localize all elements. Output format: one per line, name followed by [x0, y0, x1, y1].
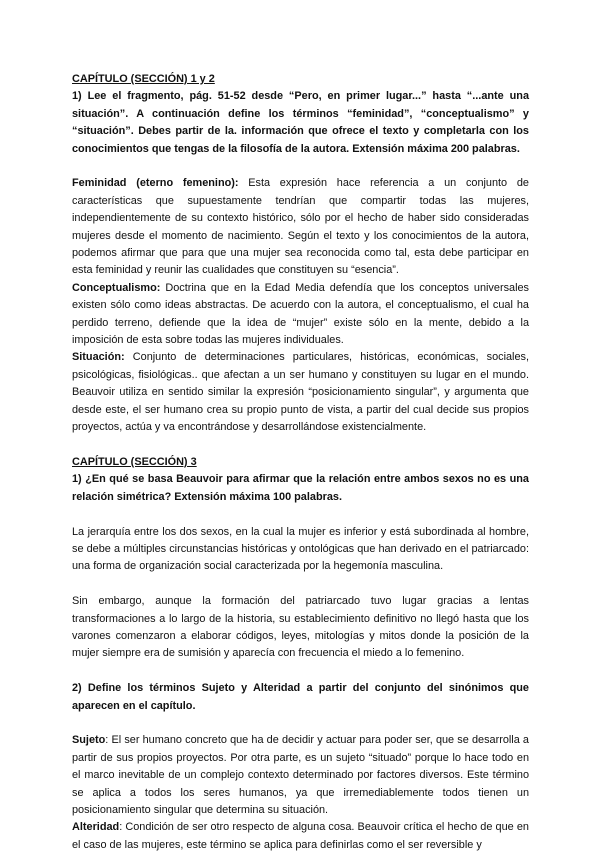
term-situacion: Situación: [72, 351, 125, 364]
question-1-simetria: 1) ¿En qué se basa Beauvoir para afirmar que la relación entre ambos sexos no es una relación simétrica? Extensión máxima 100 palabras. [72, 473, 529, 503]
term-conceptualismo: Conceptualismo: [72, 281, 161, 294]
definition-sujeto [72, 732, 529, 819]
definition-alteridad [72, 819, 529, 854]
term-feminidad: Feminidad (eterno femenino): [72, 177, 239, 190]
definition-situacion-text: Conjunto de determinaciones particulares, históricas, económicas, sociales, psicológicas, fisiológicas.. que afectan a un ser humano y constituyen su lugar en el mundo. Beauvoir utiliza en sentido similar la expresión “posicionamiento singular”, y argumenta que desde este, el ser humano crea su propio punto de vista, a partir del cual decide sus propios proyectos, actúa y va encontrándose y desarrollándose existencialmente. [72, 351, 529, 434]
definition-alteridad-text: : Condición de ser otro respecto de alguna cosa. Beauvoir crítica el hecho de que en el caso de las mujeres, este término se aplica para definirlas como el ser reversible y [72, 821, 529, 851]
term-alteridad: Alteridad [72, 821, 120, 834]
section-heading-3: CAPÍTULO (SECCIÓN) 3 [72, 455, 197, 468]
term-sujeto: Sujeto [72, 734, 106, 747]
definition-feminidad-text: Esta expresión hace referencia a un conjunto de características que supuestamente tendrían que compartir todas las mujeres, independientemente de su contexto histórico, sólo por el hecho de haber sido consideradas mujeres desde el momento de nacimiento. Según el texto y los conocimientos de la autora, podemos afirmar que para que una mujer sea reconocida como tal, esta debe participar en esta feminidad y reunir las cualidades que constituyen su “esencia”. [72, 177, 529, 277]
definition-sujeto-text: : El ser humano concreto que ha de decidir y actuar para poder ser, que se desarrolla a partir de sus propios proyectos. Por otra parte, es un sujeto “situado” porque lo hace todo en el marco inevitable de un complejo contexto determinado por factores diversos. Este término se aplica a todos los seres humanos, ya que irremediablemente todos tienen un posicionamiento singular que determina su situación. [72, 734, 529, 816]
document-page [72, 71, 529, 854]
answer-1-paragraph-2: Sin embargo, aunque la formación del patriarcado tuvo lugar gracias a lentas transformaciones a lo largo de la historia, su establecimiento definitivo no llegó hasta que los varones comenzaron a elaborar códigos, leyes, mitologías y mitos donde la posición de la mujer siempre era de sumisión y aparecía con frecuencia el miedo a lo femenino. [72, 595, 529, 660]
answer-1-paragraph-1: La jerarquía entre los dos sexos, en la cual la mujer es inferior y está subordinada al hombre, se debe a múltiples circunstancias históricas y ontológicas que han derivado en el patriarcado: una forma de organización social caracterizada por la hegemonía masculina. [72, 525, 529, 573]
definition-conceptualismo [72, 280, 529, 350]
definition-feminidad [72, 175, 529, 279]
definition-conceptualismo-text: Doctrina que en la Edad Media defendía que los conceptos universales existen sólo como ideas abstractas. De acuerdo con la autora, el conceptualismo, el cual ha perdido terreno, defiende que la idea de “mujer” existe sólo en la mente, debido a la imposición de esta sobre todas las mujeres individuales. [72, 281, 529, 347]
question-2-sujeto-alteridad: 2) Define los términos Sujeto y Alteridad a partir del conjunto del sinónimos que aparecen en el capítulo. [72, 682, 529, 712]
section-heading-1-2: CAPÍTULO (SECCIÓN) 1 y 2 [72, 73, 215, 85]
definition-situacion [72, 349, 529, 436]
question-1-fragment: 1) Lee el fragmento, pág. 51-52 desde “Pero, en primer lugar...” hasta “...ante una situación”. A continuación define los términos “feminidad”, “conceptualismo” y “situación”. Debes partir de la. información que ofrece el texto y completarla con los conocimientos que tengas de la filosofía de la autora. Extensión máxima 200 palabras. [72, 90, 529, 155]
